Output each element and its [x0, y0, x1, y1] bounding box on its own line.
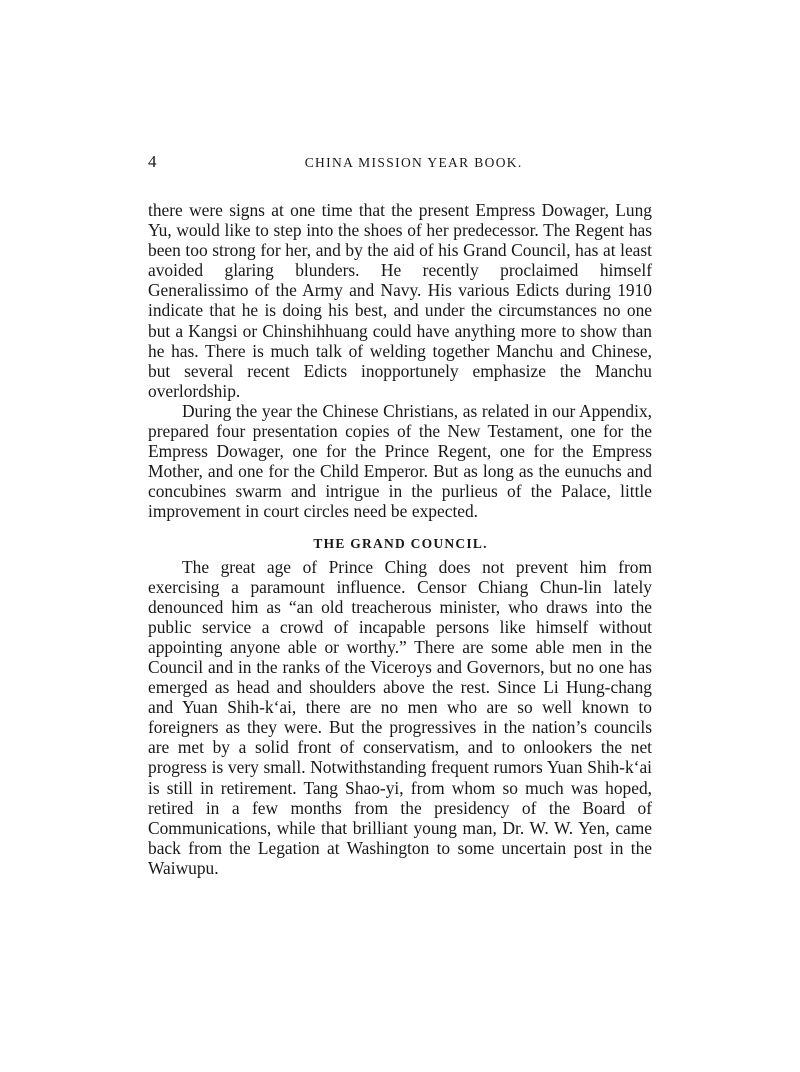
text-block [148, 152, 652, 878]
paragraph-chinese-christians: During the year the Chinese Christians, as related in our Appendix, prepared four presentation copies of the New Testament, one for the Empress Dowager, one for the Prince Regent, one for the Empress Mother, and one for the Child Emperor. But as long as the eunuchs and concubines swarm and intrigue in the purlieus of the Palace, little improvement in court circles need be expected. [148, 400, 652, 522]
running-head [148, 152, 652, 182]
paragraph-continued: there were signs at one time that the present Empress Dowager, Lung Yu, would like to step into the shoes of her predecessor. The Regent has been too strong for her, and by the aid of his Grand Council, has at least avoided glaring blunders. He recently proclaimed himself Generalissimo of the Army and Navy. His various Edicts during 1910 indicate that he is doing his best, and under the circumstances no one but a Kangsi or Chinshihhuang could have anything more to show than he has. There is much talk of welding together Manchu and Chinese, but several recent Edicts inopportunely emphasize the Manchu overlordship. [148, 200, 652, 401]
section-heading-grand-council: THE GRAND COUNCIL. [313, 535, 488, 551]
running-head-title: CHINA MISSION YEAR BOOK. [304, 155, 523, 170]
paragraph-grand-council: The great age of Prince Ching does not prevent him from exercising a paramount influence. Censor Chiang Chun-lin lately denounced him as “an old treacherous minister, who draws into the public service a crowd of incapable persons like himself without appointing anyone able or worthy.” There are some able men in the Council and in the ranks of the Viceroys and Governors, but no one has emerged as head and shoulders above the rest. Since Li Hung-chang and Yuan Shih-k‘ai, there are no men who are so well known to foreigners as they were. But the progressives in the nation’s councils are met by a solid front of conservatism, and to onlookers the net progress is very small. Notwithstanding frequent rumors Yuan Shih-k‘ai is still in retirement. Tang Shao-yi, from whom so much was hoped, retired in a few months from the presidency of the Board of Communications, while that brilliant young man, Dr. W. W. Yen, came back from the Legation at Washington to some uncertain post in the Waiwupu. [148, 556, 652, 878]
page-number: 4 [148, 152, 157, 171]
